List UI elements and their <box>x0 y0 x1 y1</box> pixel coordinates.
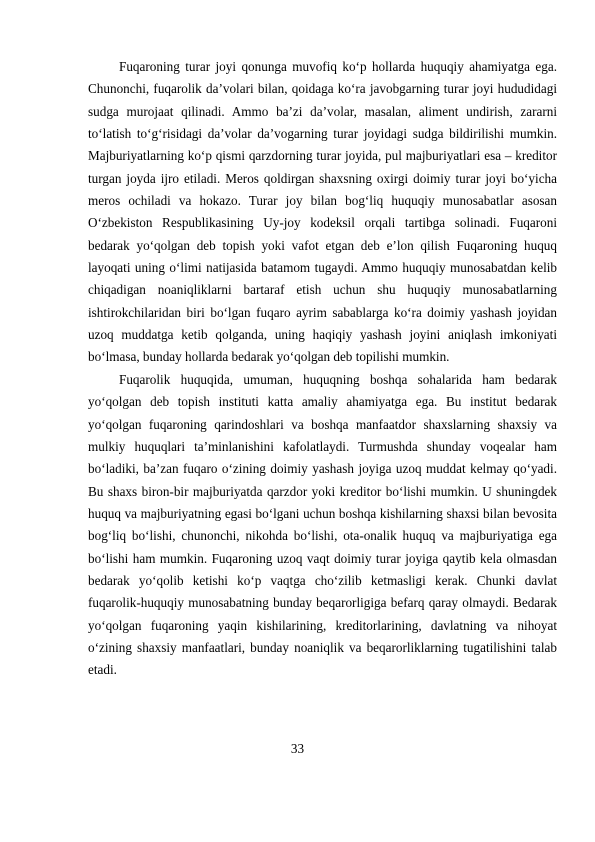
document-body <box>88 56 557 682</box>
paragraph-residence: Fuqaroning turar joyi qonunga muvofiq ko‘p hollarda huquqiy ahamiyatga ega. Chunonchi, fuqarolik da’volari bilan, qoidaga ko‘ra javobgarning turar joyi hududidagi sudga murojaat qilinadi. Ammo ba’zi da’volar, masalan, aliment undirish, zararni to‘latish to‘g‘risidagi da’volar da’vogarning turar joyidagi sudga bildirilishi mumkin. Majburiyatlarning ko‘p qismi qarzdorning turar joyida, pul majburiyatlari esa – kreditor turgan joyda ijro etiladi. Meros qoldirgan shaxsning oxirgi doimiy turar joyi bo‘yicha meros ochiladi va hokazo. Turar joy bilan bog‘liq huquqiy munosabatlar asosan O‘zbekiston Respublikasining Uy-joy kodeksil orqali tartibga solinadi. Fuqaroni bedarak yo‘qolgan deb topish yoki vafot etgan deb e’lon qilish Fuqaroning huquq layoqati uning o‘limi natijasida batamom tugaydi. Ammo huquqiy munosabatdan kelib chiqadigan noaniqliklarni bartaraf etish uchun shu huquqiy munosabatlarning ishtirokchilaridan biri bo‘lgan fuqaro ayrim sabablarga ko‘ra doimiy yashash joyidan uzoq muddatga ketib qolganda, uning haqiqiy yashash joyini aniqlash imkoniyati bo‘lmasa, bunday hollarda bedarak yo‘qolgan deb topilishi mumkin. <box>88 59 557 365</box>
paragraph-missing-person: Fuqarolik huquqida, umuman, huquqning boshqa sohalarida ham bedarak yo‘qolgan deb topish instituti katta amaliy ahamiyatga ega. Bu institut bedarak yo‘qolgan fuqaroning qarindoshlari va boshqa manfaatdor shaxslarning shaxsiy va mulkiy huquqlari ta’minlanishini kafolatlaydi. Turmushda shunday voqealar ham bo‘ladiki, ba’zan fuqaro o‘zining doimiy yashash joyiga uzoq muddat kelmay qo‘yadi. Bu shaxs biron-bir majburiyatda qarzdor yoki kreditor bo‘lishi mumkin. U shuningdek huquq va majburiyatning egasi bo‘lgani uchun boshqa kishilarning shaxsi bilan bevosita bog‘liq bo‘lishi, chunonchi, nikohda bo‘lishi, ota-onalik huquq va majburiyatiga ega bo‘lishi ham mumkin. Fuqaroning uzoq vaqt doimiy turar joyiga qaytib kela olmasdan bedarak yo‘qolib ketishi ko‘p vaqtga cho‘zilib ketmasligi kerak. Chunki davlat fuqarolik-huquqiy munosabatning bunday beqarorligiga befarq qaray olmaydi. Bedarak yo‘qolgan fuqaroning yaqin kishilarining, kreditorlarining, davlatning va nihoyat o‘zining shaxsiy manfaatlari, bunday noaniqlik va beqarorliklarning tugatilishini talab etadi. <box>88 371 557 678</box>
page-number: 33 <box>290 741 305 756</box>
